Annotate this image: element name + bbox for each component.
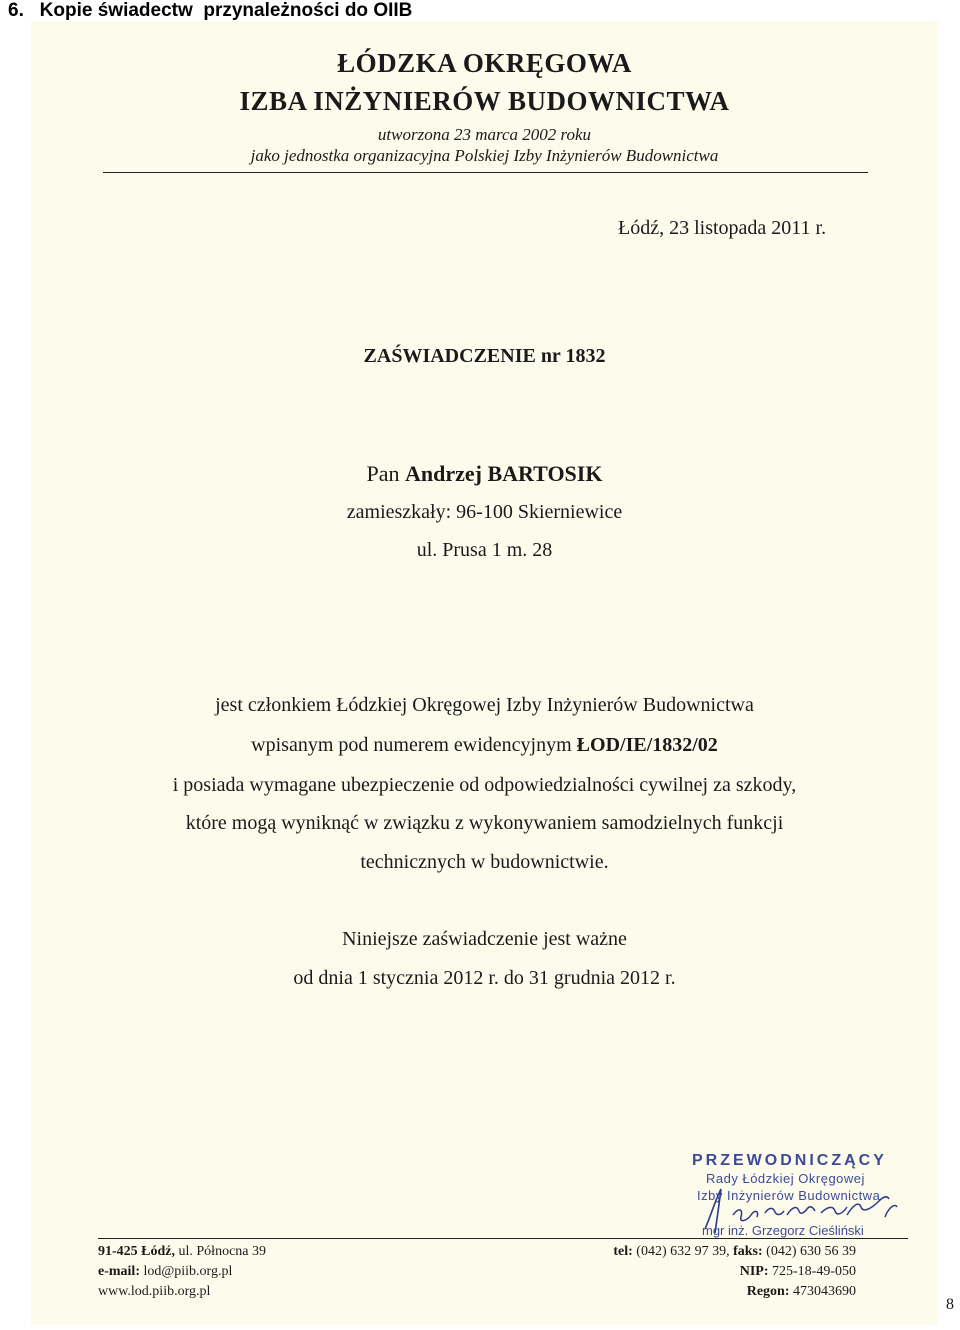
footer-website: www.lod.piib.org.pl: [98, 1284, 211, 1299]
letterhead-divider: [103, 172, 868, 173]
body-line4: które mogą wyniknąć w związku z wykonywaniem samodzielnych funkcji: [185, 812, 784, 834]
footer-regon-value: 473043690: [789, 1284, 856, 1299]
footer-nip-label: NIP:: [739, 1264, 769, 1279]
recipient-name: Andrzej BARTOSIK: [405, 461, 603, 486]
footer-fax-value: (042) 630 56 39: [762, 1244, 856, 1259]
footer-email-value: lod@piib.org.pl: [139, 1264, 233, 1279]
body-line3: i posiada wymagane ubezpieczenie od odpowiedzialności cywilnej za szkody,: [172, 774, 797, 796]
footer-email: [98, 1264, 232, 1280]
footer-regon: [747, 1284, 856, 1300]
registration-number: ŁOD/IE/1832/02: [576, 734, 718, 756]
issue-date: Łódź, 23 listopada 2011 r.: [618, 217, 827, 239]
recipient-prefix: Pan: [366, 461, 406, 486]
footer-fax-label: faks:: [733, 1244, 763, 1259]
org-subtitle-line2: jako jednostka organizacyjna Polskiej Izby Inżynierów Budownictwa: [250, 146, 719, 165]
org-subtitle-line1: utworzona 23 marca 2002 roku: [377, 125, 592, 144]
page-number: 8: [946, 1296, 954, 1313]
page-heading: 6. Kopie świadectw przynależności do OIIB: [8, 0, 413, 21]
certificate-title: ZAŚWIADCZENIE nr 1832: [363, 345, 606, 367]
footer-divider: [98, 1238, 908, 1239]
body-line2-text: wpisanym pod numerem ewidencyjnym: [251, 734, 577, 756]
stamp-line3: Izby Inżynierów Budownictwa: [697, 1188, 881, 1203]
footer-tel-label: tel:: [613, 1244, 633, 1259]
recipient-address-line2: ul. Prusa 1 m. 28: [416, 539, 553, 561]
stamp-line4: mgr inż. Grzegorz Cieśliński: [702, 1223, 864, 1238]
footer-phone-fax: [613, 1244, 856, 1260]
validity-line2: od dnia 1 stycznia 2012 r. do 31 grudnia 2012 r.: [293, 967, 676, 989]
body-line5: technicznych w budownictwie.: [360, 851, 609, 873]
recipient-address-line1: zamieszkały: 96-100 Skierniewice: [346, 501, 623, 523]
body-line2: [31, 734, 938, 757]
footer-nip: [740, 1264, 856, 1280]
footer-address: [98, 1244, 266, 1260]
footer-nip-value: 725-18-49-050: [768, 1264, 856, 1279]
footer-email-label: e-mail:: [98, 1264, 140, 1279]
stamp-line2: Rady Łódzkiej Okręgowej: [706, 1171, 865, 1186]
validity-line1: Niniejsze zaświadczenie jest ważne: [342, 928, 627, 950]
recipient-name-line: [31, 461, 938, 487]
org-name-line2: IZBA INŻYNIERÓW BUDOWNICTWA: [239, 86, 730, 116]
footer-tel-value: (042) 632 97 39,: [632, 1244, 734, 1259]
org-name-line1: ŁÓDZKA OKRĘGOWA: [337, 48, 632, 78]
stamp-line1: PRZEWODNICZĄCY: [692, 1152, 887, 1169]
footer-regon-label: Regon:: [746, 1284, 790, 1299]
body-line1: jest członkiem Łódzkiej Okręgowej Izby Inżynierów Budownictwa: [215, 694, 754, 716]
footer-address-city: 91-425 Łódź,: [98, 1244, 175, 1259]
footer-address-street: ul. Północna 39: [175, 1244, 266, 1259]
